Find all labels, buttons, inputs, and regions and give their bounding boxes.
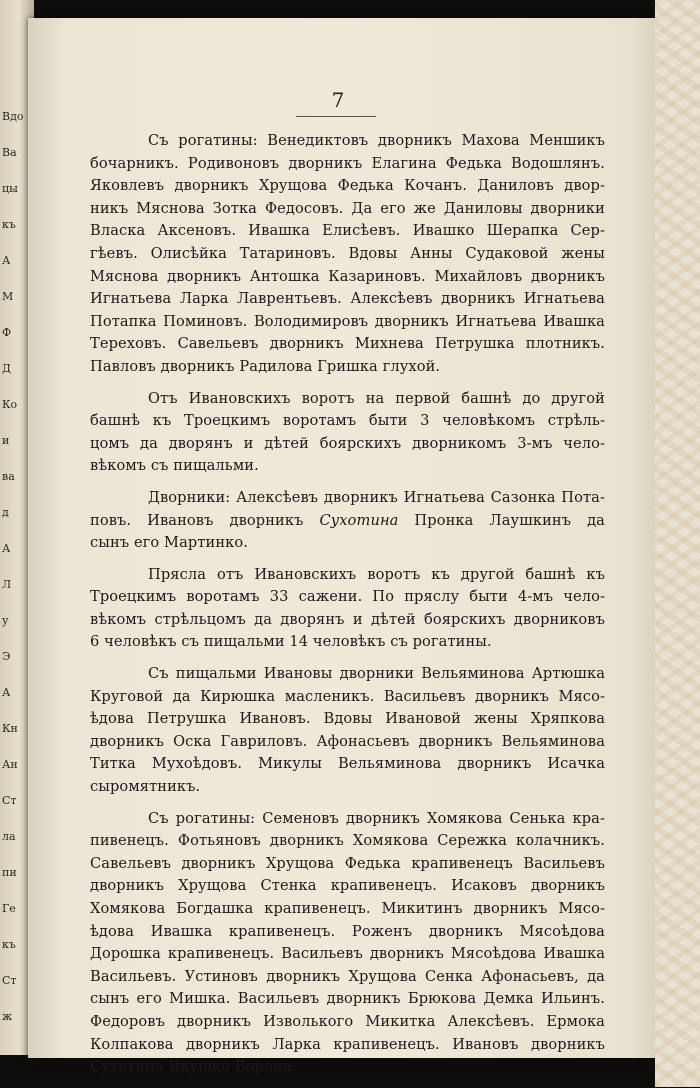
left-page-fragment: Ан <box>2 758 18 771</box>
text-line: Дворники: Алексѣевъ дворникъ Игнатьева Сазонка Пота- <box>148 488 605 506</box>
text-line: Съ рогатины: Семеновъ дворникъ Хомякова Сенька кра- <box>148 809 605 827</box>
paragraph <box>90 663 605 799</box>
text-line: Сухотина Якушко Ворона. <box>90 1058 297 1076</box>
paragraph <box>90 487 605 555</box>
left-page-fragment: Ге <box>2 902 16 915</box>
text-line: вѣкомъ съ пищальми. <box>90 457 259 475</box>
page-text <box>90 130 605 1088</box>
text-line: башнѣ къ Троецкимъ воротамъ быти 3 человѣкомъ стрѣль- <box>90 412 605 430</box>
left-page-fragment: А <box>2 686 11 699</box>
page-number-rule <box>296 116 376 117</box>
paragraph <box>90 130 605 379</box>
text-line: Отъ Ивановскихъ воротъ на первой башнѣ до другой <box>148 389 605 407</box>
text-line: Федоровъ дворникъ Изволького Микитка Алексѣевъ. Ермока <box>90 1012 605 1030</box>
paragraph <box>90 808 605 1079</box>
left-page-fragment: ла <box>2 830 16 843</box>
decorative-cover-edge <box>655 0 700 1087</box>
left-page-fragment: д <box>2 506 9 519</box>
text-line: Яковлевъ дворникъ Хрущова Федька Кочанъ. Даниловъ двор- <box>90 177 605 195</box>
text-line: Потапка Поминовъ. Володимировъ дворникъ Игнатьева Ивашка <box>90 312 605 330</box>
text-line: бочарникъ. Родивоновъ дворникъ Елагина Федька Водошлянъ. <box>90 154 605 172</box>
text-line: Тереховъ. Савельевъ дворникъ Михнева Петрушка плотникъ. <box>90 335 605 353</box>
book-page <box>28 18 662 1076</box>
left-page-fragment: Ст <box>2 974 17 987</box>
text-line: Дорошка крапивенецъ. Васильевъ дворникъ Мясоѣдова Ивашка <box>90 945 605 963</box>
text-line: сыромятникъ. <box>90 778 201 796</box>
page-number: 7 <box>331 88 345 112</box>
left-page-fragment: А <box>2 254 11 267</box>
left-page-fragment: Э <box>2 650 11 663</box>
left-page-fragment: Вдо <box>2 110 24 123</box>
left-page-fragment: ж <box>2 1010 13 1023</box>
text-line: пивенецъ. Фотьяновъ дворникъ Хомякова Сережка колачникъ. <box>90 832 605 850</box>
left-page-fragment: ва <box>2 470 15 483</box>
text-line: гѣевъ. Олисѣйка Татариновъ. Вдовы Анны Судаковой жены <box>90 244 605 262</box>
text-line: Съ рогатины: Венедиктовъ дворникъ Махова Меншикъ <box>148 132 605 149</box>
left-page-fragment: М <box>2 290 14 303</box>
text-line: Власка Аксеновъ. Ивашка Елисѣевъ. Ивашко Шерапка Сер- <box>90 222 605 240</box>
left-page-fragment: къ <box>2 218 16 231</box>
text-line: Васильевъ. Устиновъ дворникъ Хрущова Сенка Афонасьевъ, да <box>90 967 605 985</box>
left-page-fragment: А <box>2 542 11 555</box>
left-page-fragment: Ст <box>2 794 17 807</box>
left-page-fragment: Л <box>2 578 12 591</box>
left-page-fragment: къ <box>2 938 16 951</box>
left-page-fragment: и <box>2 434 10 447</box>
text-line: Прясла отъ Ивановскихъ воротъ къ другой башнѣ къ <box>148 565 605 583</box>
text-line: сынъ его Мишка. Васильевъ дворникъ Брюкова Демка Ильинъ. <box>90 990 605 1008</box>
paragraph <box>90 388 605 478</box>
paragraph <box>90 564 605 654</box>
left-page-fragment: Ко <box>2 398 18 411</box>
left-page-fragment: цы <box>2 182 18 195</box>
left-page-fragment: Ф <box>2 326 12 339</box>
text-line: Савельевъ дворникъ Хрущова Федька крапивенецъ Васильевъ <box>90 854 605 872</box>
text-line: Троецкимъ воротамъ 33 сажени. По пряслу быти 4-мъ чело- <box>90 588 605 606</box>
text-line: Титка Мухоѣдовъ. Микулы Вельяминова дворникъ Исачка <box>90 755 605 773</box>
text-line: ѣдова Ивашка крапивенецъ. Роженъ дворникъ Мясоѣдова <box>90 922 605 940</box>
text-line: сынъ его Мартинко. <box>90 534 249 552</box>
text-line: Хомякова Богдашка крапивенецъ. Микитинъ дворникъ Мясо- <box>90 900 605 917</box>
text-line: 6 человѣкъ съ пищальми 14 человѣкъ съ рогатины. <box>90 633 492 651</box>
text-line: Съ пищальми Ивановы дворники Вельяминова Артюшка <box>148 665 605 683</box>
text-line: Колпакова дворникъ Ларка крапивенецъ. Ивановъ дворникъ <box>90 1035 605 1053</box>
left-page-fragment: пи <box>2 866 17 879</box>
left-page-fragment: у <box>2 614 9 627</box>
text-line: цомъ да дворянъ и дѣтей боярскихъ дворникомъ 3-мъ чело- <box>90 434 605 452</box>
text-line: повъ. Ивановъ дворникъ Сухотина Пронка Лаушкинъ да <box>90 511 605 529</box>
left-page-fragment: Д <box>2 362 11 375</box>
text-line: ѣдова Петрушка Ивановъ. Вдовы Ивановой жены Хряпкова <box>90 710 605 728</box>
text-line: Мяснова дворникъ Антошка Казариновъ. Михайловъ дворникъ <box>90 267 605 285</box>
text-line: дворникъ Оска Гавриловъ. Афонасьевъ дворникъ Вельяминова <box>90 732 605 750</box>
text-line: Игнатьева Ларка Лаврентьевъ. Алексѣевъ дворникъ Игнатьева <box>90 290 605 308</box>
text-line: вѣкомъ стрѣльцомъ да дворянъ и дѣтей боярскихъ дворниковъ <box>90 610 605 628</box>
text-line: Круговой да Кирюшка масленикъ. Васильевъ дворникъ Мясо- <box>90 687 605 705</box>
text-line: никъ Мяснова Зотка Федосовъ. Да его же Даниловы дворники <box>90 199 605 217</box>
left-page-fragment: Кн <box>2 722 18 735</box>
left-page-fragment: Ва <box>2 146 17 159</box>
text-line: дворникъ Хрущова Стенка крапивенецъ. Исаковъ дворникъ <box>90 877 605 895</box>
text-line: Павловъ дворникъ Радилова Гришка глухой. <box>90 357 441 375</box>
